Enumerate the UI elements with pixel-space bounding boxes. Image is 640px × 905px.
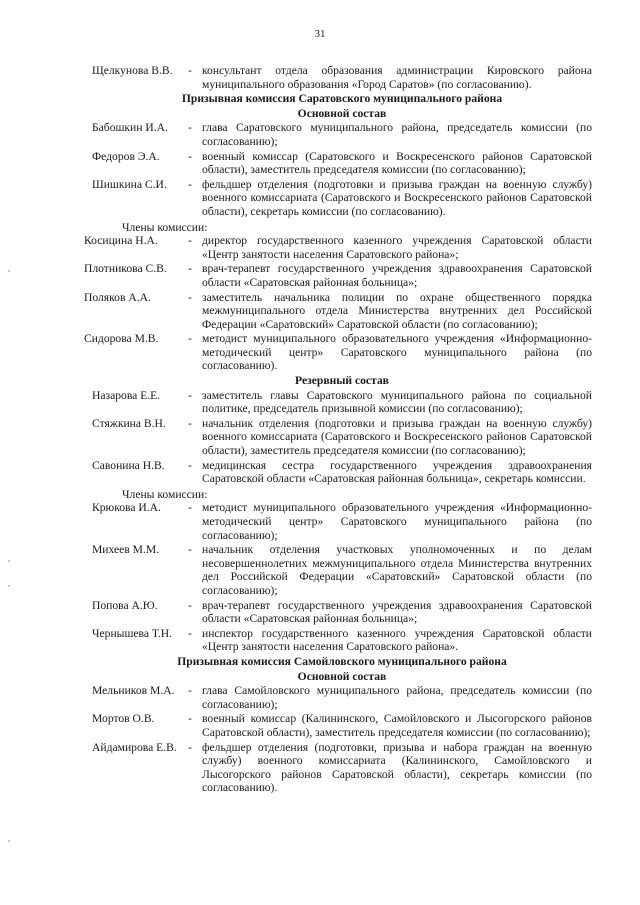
member-entry: [92, 543, 592, 597]
entry-dash: -: [188, 543, 192, 557]
person-role: медицинская сестра государственного учреждения здравоохранения Саратовской области «Саратовская районная больница», секретарь комиссии.: [202, 458, 592, 486]
person-role: фельдшер отделения (подготовки и призыва граждан на военную службу) военного комиссариата (Саратовского и Воскресенского районов Саратовской области), секретарь комиссии (по согласованию).: [202, 177, 592, 218]
reserve-members-label: Члены комиссии:: [122, 487, 208, 501]
samoylovsky-main-composition-heading: Основной состав: [297, 669, 387, 683]
entry-dash: -: [188, 712, 192, 726]
person-role: военный комиссар (Калининского, Самойловского и Лысогорского районов Саратовской области), заместитель председателя комиссии (по согласованию);: [202, 712, 592, 739]
person-name: Сидорова М.В.: [84, 332, 159, 346]
saratov-members-list: [84, 234, 592, 373]
member-entry: [92, 417, 592, 458]
person-role: военный комиссар (Саратовского и Воскресенского районов Саратовской области), заместитель председателя комиссии (по согласованию);: [202, 149, 592, 177]
person-role: инспектор государственного казенного учреждения Саратовской области «Центр занятости населения Саратовского района».: [202, 626, 592, 654]
person-role: глава Саратовского муниципального района, председатель комиссии (по согласованию);: [202, 121, 592, 148]
person-name: Плотникова С.В.: [84, 262, 167, 276]
members-label: Члены комиссии:: [122, 220, 208, 234]
member-entry: [92, 712, 592, 739]
entry-dash: -: [188, 121, 192, 135]
entry-dash: -: [188, 149, 192, 163]
person-role: заместитель главы Саратовского муниципального района по социальной политике, председатель призывной комиссии (по согласованию);: [202, 388, 592, 416]
person-name: Чернышева Т.Н.: [92, 626, 173, 640]
person-name: Поляков А.А.: [84, 290, 151, 304]
reserve-composition-heading: Резервный состав: [295, 374, 389, 388]
member-entry: [84, 262, 592, 289]
saratov-main-list: [92, 121, 592, 218]
entry-dash: -: [188, 177, 192, 191]
samoylovsky-main-list: [92, 684, 592, 795]
entry-dash: -: [188, 598, 192, 612]
entry-dash: -: [188, 626, 192, 640]
member-entry: [92, 599, 592, 626]
member-entry: [92, 121, 592, 148]
scan-mark: [8, 840, 10, 842]
person-name: Савонина Н.В.: [92, 458, 165, 472]
scan-mark: [8, 560, 10, 562]
person-name: Шишкина С.И.: [92, 177, 167, 191]
person-role: методист муниципального образовательного учреждения «Информационно-методический центр» Саратовского муниципального района (по согласованию);: [202, 501, 592, 542]
section-heading-saratov: Призывная комиссия Саратовского муниципального района: [181, 92, 503, 106]
member-entry: [84, 290, 592, 332]
person-role: заместитель начальника полиции по охране общественного порядка межмуниципального отдела Министерства внутренних дел Российской Федерации «Саратовский» Саратовской области (по согласованию);: [202, 290, 592, 331]
member-entry: [84, 234, 592, 261]
person-role: глава Самойловского муниципального района, председатель комиссии (по согласованию);: [202, 684, 592, 711]
person-name: Стяжкина В.Н.: [92, 416, 166, 430]
member-entry: [84, 332, 592, 373]
entry-dash: -: [188, 458, 192, 472]
entry-dash: -: [188, 332, 192, 346]
person-role: начальник отделения участковых уполномоченных и по делам несовершеннолетних межмуниципального отдела Министерства внутренних дел Российской Федерации «Саратовский» Саратовской области (по согласованию);: [202, 543, 592, 597]
person-name: Бабошкин И.А.: [92, 121, 168, 135]
person-role: методист муниципального образовательного учреждения «Информационно-методический центр» Саратовского муниципального района (по согласованию).: [202, 332, 592, 373]
person-role: врач-терапевт государственного учреждения здравоохранения Саратовской области «Саратовская районная больница»;: [202, 262, 592, 289]
person-name: Федоров Э.А.: [92, 149, 160, 163]
member-entry: [92, 741, 592, 795]
member-entry: [92, 501, 592, 542]
person-name: Щелкунова В.В.: [92, 64, 173, 77]
saratov-reserve-list: [92, 389, 592, 486]
intro-entry: [92, 64, 592, 91]
member-entry: [92, 178, 592, 219]
scan-mark: [8, 585, 10, 587]
page-number: 31: [314, 28, 326, 40]
person-role: фельдшер отделения (подготовки, призыва и набора граждан на военную службу) военного комиссариата (Калининского, Самойловского и Лысогорского районов Саратовской области), секретарь комиссии (по согласованию).: [202, 740, 592, 795]
saratov-reserve-members-list: [92, 501, 592, 654]
entry-dash: -: [188, 290, 192, 304]
member-entry: [92, 627, 592, 654]
person-role: врач-терапевт государственного учреждения здравоохранения Саратовской области «Саратовская районная больница»;: [202, 598, 592, 626]
entry-dash: -: [188, 234, 192, 248]
person-name: Айдамирова Е.В.: [92, 740, 177, 754]
entry-dash: -: [188, 684, 192, 698]
main-composition-heading: Основной состав: [297, 106, 387, 120]
document-body: [84, 64, 592, 796]
person-role: директор государственного казенного учреждения Саратовской области «Центр занятости населения Саратовского района»;: [202, 234, 592, 261]
entry-dash: -: [188, 64, 192, 77]
member-entry: [92, 684, 592, 711]
member-entry: [92, 389, 592, 416]
entry-dash: -: [188, 501, 192, 515]
person-name: Косицина Н.А.: [84, 234, 158, 248]
person-name: Попова А.Ю.: [92, 598, 158, 612]
person-name: Крюкова И.А.: [92, 501, 161, 515]
member-entry: [92, 150, 592, 177]
person-name: Михеев М.М.: [92, 543, 160, 557]
scan-mark: [8, 270, 10, 272]
entry-dash: -: [188, 416, 192, 430]
member-entry: [92, 459, 592, 486]
entry-dash: -: [188, 740, 192, 754]
person-name: Назарова Е.Е.: [92, 388, 161, 402]
person-role: консультант отдела образования администрации Кировского района муниципального образования «Город Саратов» (по согласованию).: [202, 64, 592, 91]
person-role: начальник отделения (подготовки и призыва граждан на военную службу) военного комиссариата (Саратовского и Воскресенского районов Саратовской области), заместитель председателя комиссии (по согласованию);: [202, 416, 592, 458]
entry-dash: -: [188, 388, 192, 402]
person-name: Мельников М.А.: [92, 684, 175, 698]
entry-dash: -: [188, 262, 192, 276]
section-heading-samoylovsky: Призывная комиссия Самойловского муниципального района: [177, 654, 507, 668]
person-name: Мортов О.В.: [92, 712, 155, 726]
